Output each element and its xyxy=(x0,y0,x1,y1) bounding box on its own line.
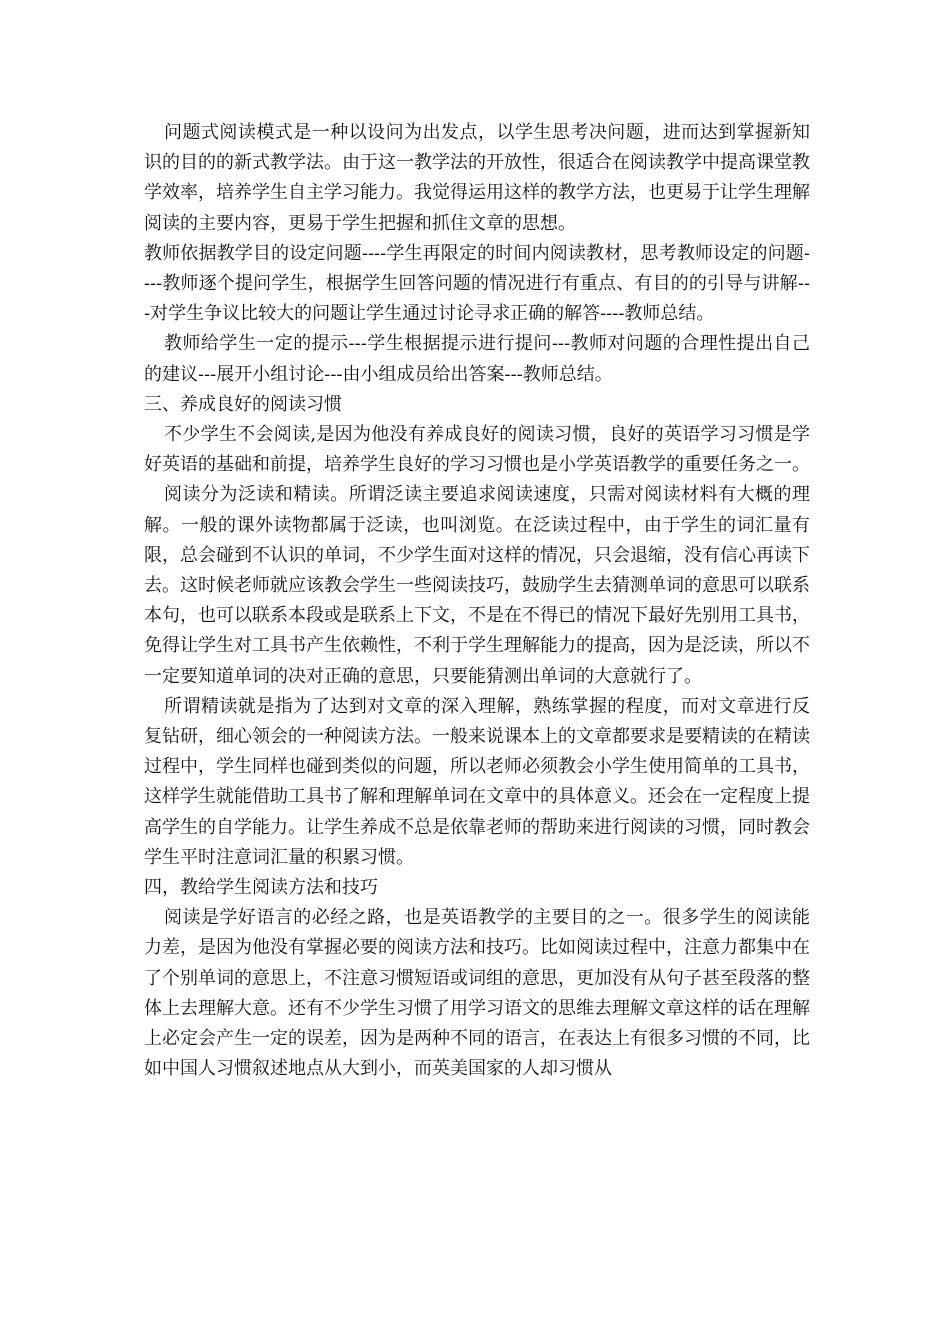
paragraph-intensive-reading: 所谓精读就是指为了达到对文章的深入理解，熟练掌握的程度，而对文章进行反复钻研，细心领会的一种阅读方法。一般来说课本上的文章都要求是要精读的在精读过程中，学生同样也碰到类似的问题，所以老师必须教会小学生使用简单的工具书，这样学生就能借助工具书了解和理解单词在文章中的具体意义。还会在一定程度上提高学生的自学能力。让学生养成不总是依靠老师的帮助来进行阅读的习惯，同时教会学生平时注意词汇量的积累习惯。 xyxy=(144,695,810,868)
paragraph-reading-methods: 阅读是学好语言的必经之路，也是英语教学的主要目的之一。很多学生的阅读能力差，是因为他没有掌握必要的阅读方法和技巧。比如阅读过程中，注意力都集中在了个别单词的意思上，不注意习惯短语或词组的意思，更加没有从句子甚至段落的整体上去理解大意。还有不少学生习惯了用学习语文的思维去理解文章这样的话在理解上必定会产生一定的误差，因为是两种不同的语言，在表达上有很多习惯的不同，比如中国人习惯叙述地点从大到小，而英美国家的人却习惯从 xyxy=(144,907,810,1080)
document-page xyxy=(144,118,810,1085)
paragraph-extensive-reading: 阅读分为泛读和精读。所谓泛读主要追求阅读速度，只需对阅读材料有大概的理解。一般的课外读物都属于泛读，也叫浏览。在泛读过程中，由于学生的词汇量有限，总会碰到不认识的单词，不少学生面对这样的情况，只会退缩，没有信心再读下去。这时候老师就应该教会学生一些阅读技巧，鼓励学生去猜测单词的意思可以联系本句，也可以联系本段或是联系上下文，不是在不得已的情况下最好先别用工具书，免得让学生对工具书产生依赖性，不利于学生理解能力的提高，因为是泛读，所以不一定要知道单词的决对正确的意思，只要能猜测出单词的大意就行了。 xyxy=(144,484,810,687)
section-heading-reading-methods: 四，教给学生阅读方法和技巧 xyxy=(144,877,378,899)
section-heading-reading-habits: 三、养成良好的阅读习惯 xyxy=(144,393,342,415)
paragraph-teacher-hint-flow: 教师给学生一定的提示---学生根据提示进行提问---教师对问题的合理性提出自己的建议---展开小组讨论---由小组成员给出答案---教师总结。 xyxy=(144,333,810,385)
paragraph-problem-reading-model: 问题式阅读模式是一种以设问为出发点，以学生思考决问题，进而达到掌握新知识的目的的新式教学法。由于这一教学法的开放性，很适合在阅读教学中提高课堂教学效率，培养学生自主学习能力。我觉得运用这样的教学方法，也更易于让学生理解阅读的主要内容，更易于学生把握和抓住文章的思想。 xyxy=(144,122,810,234)
paragraph-reading-habits: 不少学生不会阅读,是因为他没有养成良好的阅读习惯，良好的英语学习习惯是学好英语的基础和前提，培养学生良好的学习习惯也是小学英语教学的重要任务之一。 xyxy=(144,424,810,476)
paragraph-teacher-question-flow: 教师依据教学目的设定问题----学生再限定的时间内阅读教材，思考教师设定的问题----教师逐个提问学生，根据学生回答问题的情况进行有重点、有目的的引导与讲解---对学生争议比较大的问题让学生通过讨论寻求正确的解答----教师总结。 xyxy=(144,242,810,325)
